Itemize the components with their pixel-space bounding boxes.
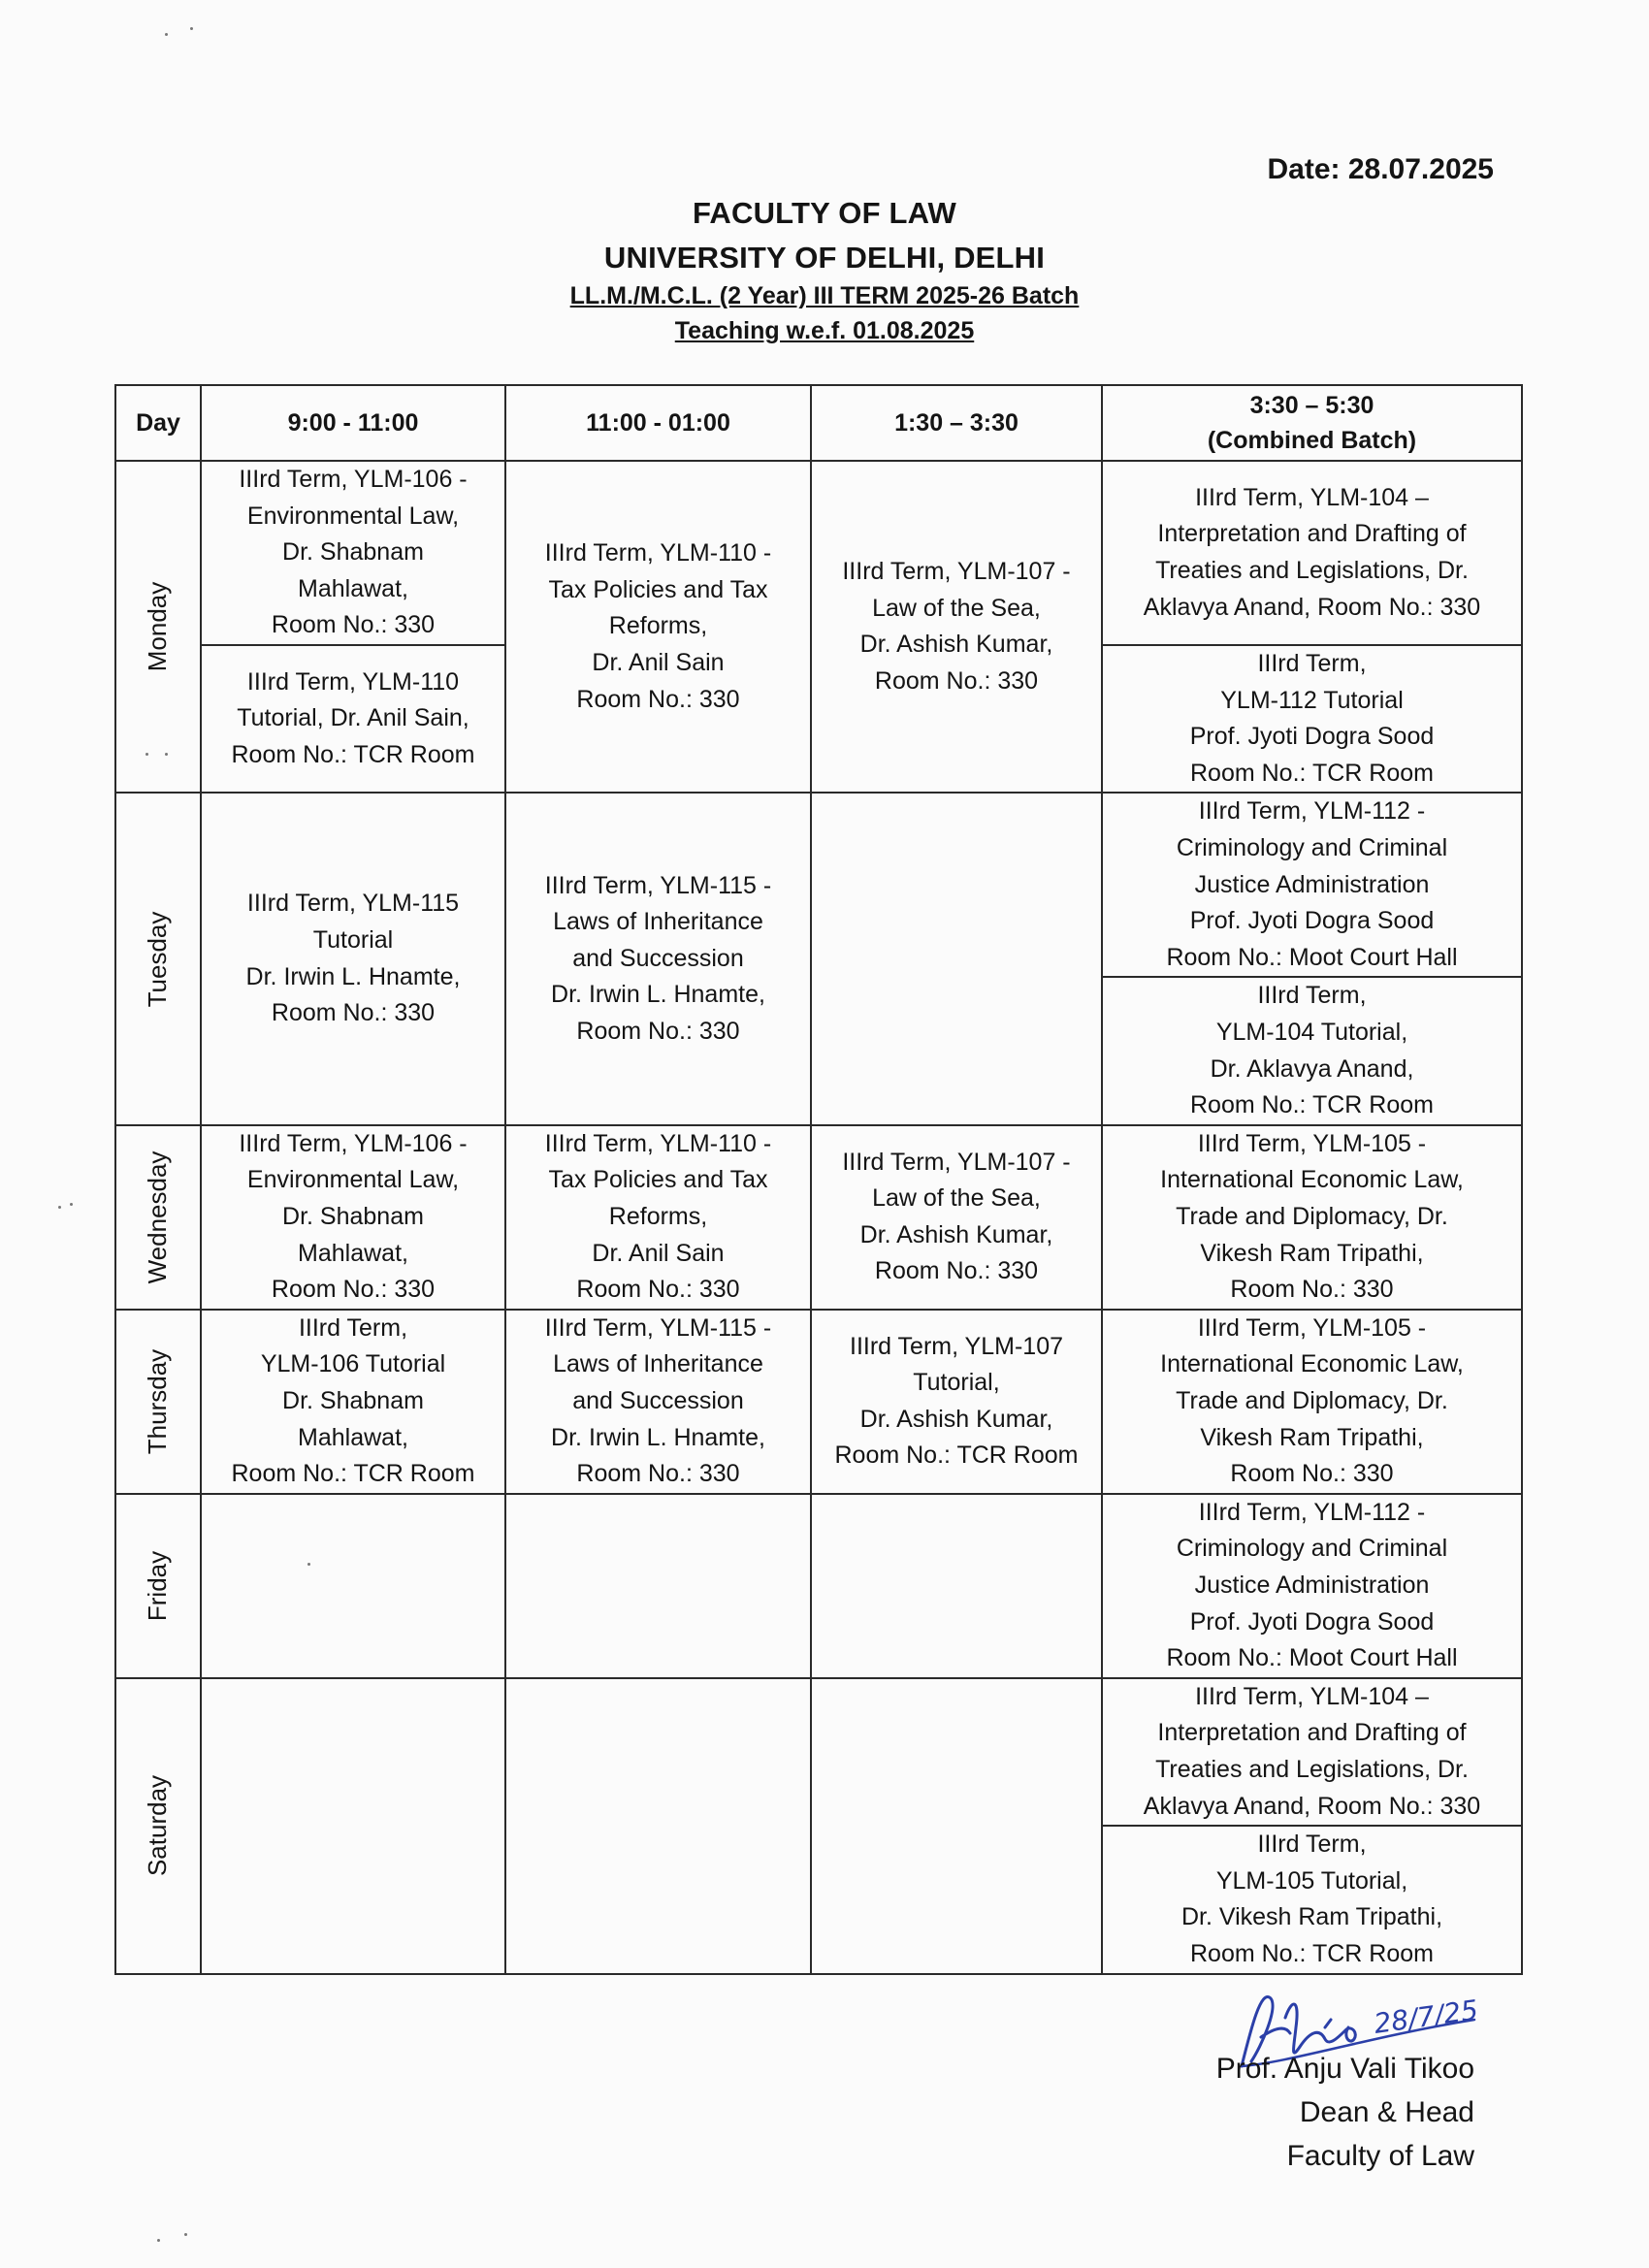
faculty-title: FACULTY OF LAW <box>692 196 957 230</box>
cell-line: Prof. Jyoti Dogra Sood <box>1189 723 1435 751</box>
cell-line: Tutorial, <box>913 1369 1000 1397</box>
teaching-start-date: Teaching w.e.f. 01.08.2025 <box>674 317 975 344</box>
cell-line: Mahlawat, <box>298 1239 408 1267</box>
cell-line: YLM-104 Tutorial, <box>1215 1018 1408 1046</box>
cell-line: Trade and Diplomacy, Dr. <box>1176 1202 1448 1230</box>
cell-line: IIIrd Term, <box>298 1313 408 1342</box>
day-label: Wednesday <box>143 1150 173 1284</box>
cell-line: International Economic Law, <box>1160 1350 1464 1378</box>
day-cell-friday <box>115 1494 201 1678</box>
empty-cell <box>811 1494 1102 1678</box>
cell-line: IIIrd Term, YLM-112 - <box>1198 1498 1426 1526</box>
day-cell-tuesday <box>115 793 201 1124</box>
cell-line: Law of the Sea, <box>872 594 1041 622</box>
empty-cell <box>505 1494 811 1678</box>
cell-line: Treaties and Legislations, Dr. <box>1155 1755 1469 1783</box>
cell-line: Interpretation and Drafting of <box>1157 1719 1467 1747</box>
day-cell-saturday <box>115 1678 201 1974</box>
cell-line: Room No.: Moot Court Hall <box>1166 1644 1458 1672</box>
cell-line: Treaties and Legislations, Dr. <box>1155 557 1469 584</box>
class-cell <box>505 461 811 793</box>
cell-line: Prof. Jyoti Dogra Sood <box>1189 907 1435 935</box>
cell-line: Room No.: 330 <box>1230 1276 1394 1304</box>
cell-line: Room No.: 330 <box>576 1460 740 1488</box>
cell-line: IIIrd Term, YLM-104 – <box>1195 1682 1429 1710</box>
day-cell-monday <box>115 461 201 793</box>
header-row <box>115 385 1522 461</box>
cell-line: Room No.: TCR Room <box>1190 759 1434 787</box>
class-cell <box>1102 1125 1522 1310</box>
cell-line: Dr. Irwin L. Hnamte, <box>551 1423 765 1451</box>
cell-line: Laws of Inheritance <box>553 908 763 936</box>
signatory-block <box>1116 2047 1474 2178</box>
class-cell <box>811 461 1102 793</box>
cell-line: Dr. Vikesh Ram Tripathi, <box>1180 1903 1443 1931</box>
cell-line: Room No.: TCR Room <box>231 1460 475 1488</box>
cell-line: Trade and Diplomacy, Dr. <box>1176 1386 1448 1414</box>
cell-line: Room No.: Moot Court Hall <box>1166 943 1458 971</box>
cell-line: YLM-105 Tutorial, <box>1215 1866 1408 1895</box>
cell-line: Environmental Law, <box>246 502 460 530</box>
cell-line: Room No.: 330 <box>271 1276 436 1304</box>
day-label: Tuesday <box>143 911 173 1007</box>
cell-line: Tax Policies and Tax <box>548 575 768 603</box>
university-title: UNIVERSITY OF DELHI, DELHI <box>603 241 1046 275</box>
class-cell <box>201 1125 505 1310</box>
empty-cell <box>201 1494 505 1678</box>
class-cell <box>1102 793 1522 977</box>
cell-line: Reforms, <box>608 612 708 640</box>
cell-line: IIIrd Term, YLM-112 - <box>1198 797 1426 826</box>
cell-line: IIIrd Term, YLM-110 - <box>544 539 772 567</box>
class-cell <box>505 1310 811 1494</box>
day-label: Thursday <box>143 1348 173 1454</box>
table-row-friday <box>115 1494 1522 1678</box>
cell-line: Room No.: 330 <box>874 1257 1039 1285</box>
cell-line: Mahlawat, <box>298 574 408 602</box>
empty-cell <box>811 793 1102 1124</box>
empty-cell <box>201 1678 505 1974</box>
cell-line: IIIrd Term, YLM-105 - <box>1197 1129 1427 1157</box>
day-label: Monday <box>143 581 173 672</box>
class-cell <box>1102 1678 1522 1826</box>
cell-line: IIIrd Term, YLM-115 - <box>544 1313 772 1342</box>
cell-line: IIIrd Term, <box>1257 982 1367 1010</box>
cell-line: Room No.: TCR Room <box>231 740 475 768</box>
column-header-slot-3: 1:30 – 3:30 <box>811 385 1102 461</box>
cell-line: Aklavya Anand, Room No.: 330 <box>1143 1792 1481 1820</box>
day-label: Saturday <box>143 1775 173 1877</box>
cell-line: IIIrd Term, YLM-107 <box>850 1332 1063 1360</box>
cell-line: Interpretation and Drafting of <box>1157 520 1467 548</box>
table-row-thursday <box>115 1310 1522 1494</box>
cell-line: IIIrd Term, YLM-110 - <box>544 1129 772 1157</box>
cell-line: Dr. Ashish Kumar, <box>859 1220 1053 1248</box>
signatory-designation: Dean & Head <box>1299 2096 1474 2128</box>
signatory-name: Prof. Anju Vali Tikoo <box>1215 2053 1474 2085</box>
column-header-slot-4 <box>1102 385 1522 461</box>
cell-line: Vikesh Ram Tripathi, <box>1200 1239 1424 1267</box>
class-cell <box>1102 977 1522 1124</box>
day-cell-thursday <box>115 1310 201 1494</box>
cell-line: Dr. Anil Sain <box>592 648 725 676</box>
signature-date: 28/7/25 <box>1372 1993 1480 2040</box>
cell-line: Dr. Irwin L. Hnamte, <box>551 981 765 1009</box>
cell-line: Vikesh Ram Tripathi, <box>1200 1423 1424 1451</box>
cell-line: and Succession <box>572 944 744 972</box>
cell-line: Justice Administration <box>1194 870 1430 898</box>
day-cell-wednesday <box>115 1125 201 1310</box>
table-row-wednesday <box>115 1125 1522 1310</box>
class-cell <box>201 461 505 645</box>
day-label: Friday <box>143 1550 173 1621</box>
slot-4-note: (Combined Batch) <box>1207 427 1417 454</box>
class-cell <box>1102 645 1522 793</box>
cell-line: Criminology and Criminal <box>1176 833 1448 861</box>
cell-line: IIIrd Term, YLM-110 <box>246 667 460 696</box>
cell-line: IIIrd Term, YLM-106 - <box>239 1129 468 1157</box>
cell-line: Room No.: 330 <box>576 1276 740 1304</box>
class-cell <box>201 1310 505 1494</box>
class-cell <box>505 1125 811 1310</box>
empty-cell <box>811 1678 1102 1974</box>
table-row-tuesday <box>115 793 1522 977</box>
cell-line: IIIrd Term, YLM-107 - <box>842 558 1071 585</box>
cell-line: Room No.: 330 <box>576 1017 740 1045</box>
class-cell <box>811 1125 1102 1310</box>
cell-line: Criminology and Criminal <box>1176 1535 1448 1563</box>
class-cell <box>1102 1494 1522 1678</box>
table-row-monday <box>115 461 1522 645</box>
cell-line: and Succession <box>572 1386 744 1414</box>
cell-line: Reforms, <box>608 1202 708 1230</box>
course-title: LL.M./M.C.L. (2 Year) III TERM 2025-26 Batch <box>569 282 1080 309</box>
cell-line: Tax Policies and Tax <box>548 1166 768 1194</box>
cell-line: Room No.: 330 <box>874 666 1039 695</box>
cell-line: YLM-112 Tutorial <box>1220 686 1404 714</box>
cell-line: Room No.: 330 <box>1230 1460 1394 1488</box>
class-cell <box>505 793 811 1124</box>
cell-line: IIIrd Term, YLM-104 – <box>1195 483 1429 511</box>
class-cell <box>811 1310 1102 1494</box>
empty-cell <box>505 1678 811 1974</box>
cell-line: Dr. Anil Sain <box>592 1239 725 1267</box>
cell-line: Law of the Sea, <box>872 1184 1041 1213</box>
cell-line: Dr. Ashish Kumar, <box>859 1405 1053 1433</box>
table-row-saturday <box>115 1678 1522 1826</box>
cell-line: Environmental Law, <box>246 1166 460 1194</box>
cell-line: International Economic Law, <box>1160 1166 1464 1194</box>
timetable <box>114 384 1523 1975</box>
cell-line: IIIrd Term, YLM-115 - <box>544 871 772 899</box>
cell-line: Room No.: 330 <box>576 685 740 713</box>
cell-line: Room No.: TCR Room <box>834 1442 1079 1470</box>
cell-line: Room No.: TCR Room <box>1190 1091 1434 1119</box>
cell-line: Dr. Aklavya Anand, <box>1210 1054 1414 1083</box>
cell-line: Dr. Shabnam <box>282 538 424 567</box>
cell-line: YLM-106 Tutorial <box>260 1350 446 1378</box>
cell-line: Dr. Shabnam <box>282 1202 424 1230</box>
signatory-department: Faculty of Law <box>1286 2140 1474 2172</box>
cell-line: Dr. Irwin L. Hnamte, <box>245 962 461 990</box>
cell-line: Room No.: TCR Room <box>1190 1939 1434 1967</box>
column-header-slot-1: 9:00 - 11:00 <box>201 385 505 461</box>
cell-line: IIIrd Term, YLM-107 - <box>842 1148 1071 1176</box>
cell-line: IIIrd Term, <box>1257 1831 1367 1859</box>
cell-line: Mahlawat, <box>298 1423 408 1451</box>
cell-line: Tutorial, Dr. Anil Sain, <box>237 704 469 732</box>
cell-line: Room No.: 330 <box>271 999 436 1027</box>
column-header-slot-2: 11:00 - 01:00 <box>505 385 811 461</box>
cell-line: Aklavya Anand, Room No.: 330 <box>1143 593 1481 621</box>
cell-line: IIIrd Term, YLM-115 <box>246 890 460 918</box>
column-header-day: Day <box>115 385 201 461</box>
slot-4-time: 3:30 – 5:30 <box>1249 392 1374 419</box>
cell-line: Justice Administration <box>1194 1571 1430 1599</box>
document-date: Date: 28.07.2025 <box>1267 153 1494 185</box>
class-cell <box>1102 461 1522 645</box>
cell-line: Laws of Inheritance <box>553 1350 763 1378</box>
cell-line: Tutorial <box>312 925 394 954</box>
class-cell <box>201 645 505 793</box>
class-cell <box>1102 1826 1522 1973</box>
cell-line: Dr. Shabnam <box>282 1386 424 1414</box>
cell-line: IIIrd Term, <box>1257 650 1367 677</box>
cell-line: Dr. Ashish Kumar, <box>859 631 1053 659</box>
class-cell <box>1102 1310 1522 1494</box>
cell-line: Prof. Jyoti Dogra Sood <box>1189 1607 1435 1636</box>
cell-line: Room No.: 330 <box>271 611 436 639</box>
class-cell <box>201 793 505 1124</box>
cell-line: IIIrd Term, YLM-105 - <box>1197 1313 1427 1342</box>
cell-line: IIIrd Term, YLM-106 - <box>239 466 468 494</box>
